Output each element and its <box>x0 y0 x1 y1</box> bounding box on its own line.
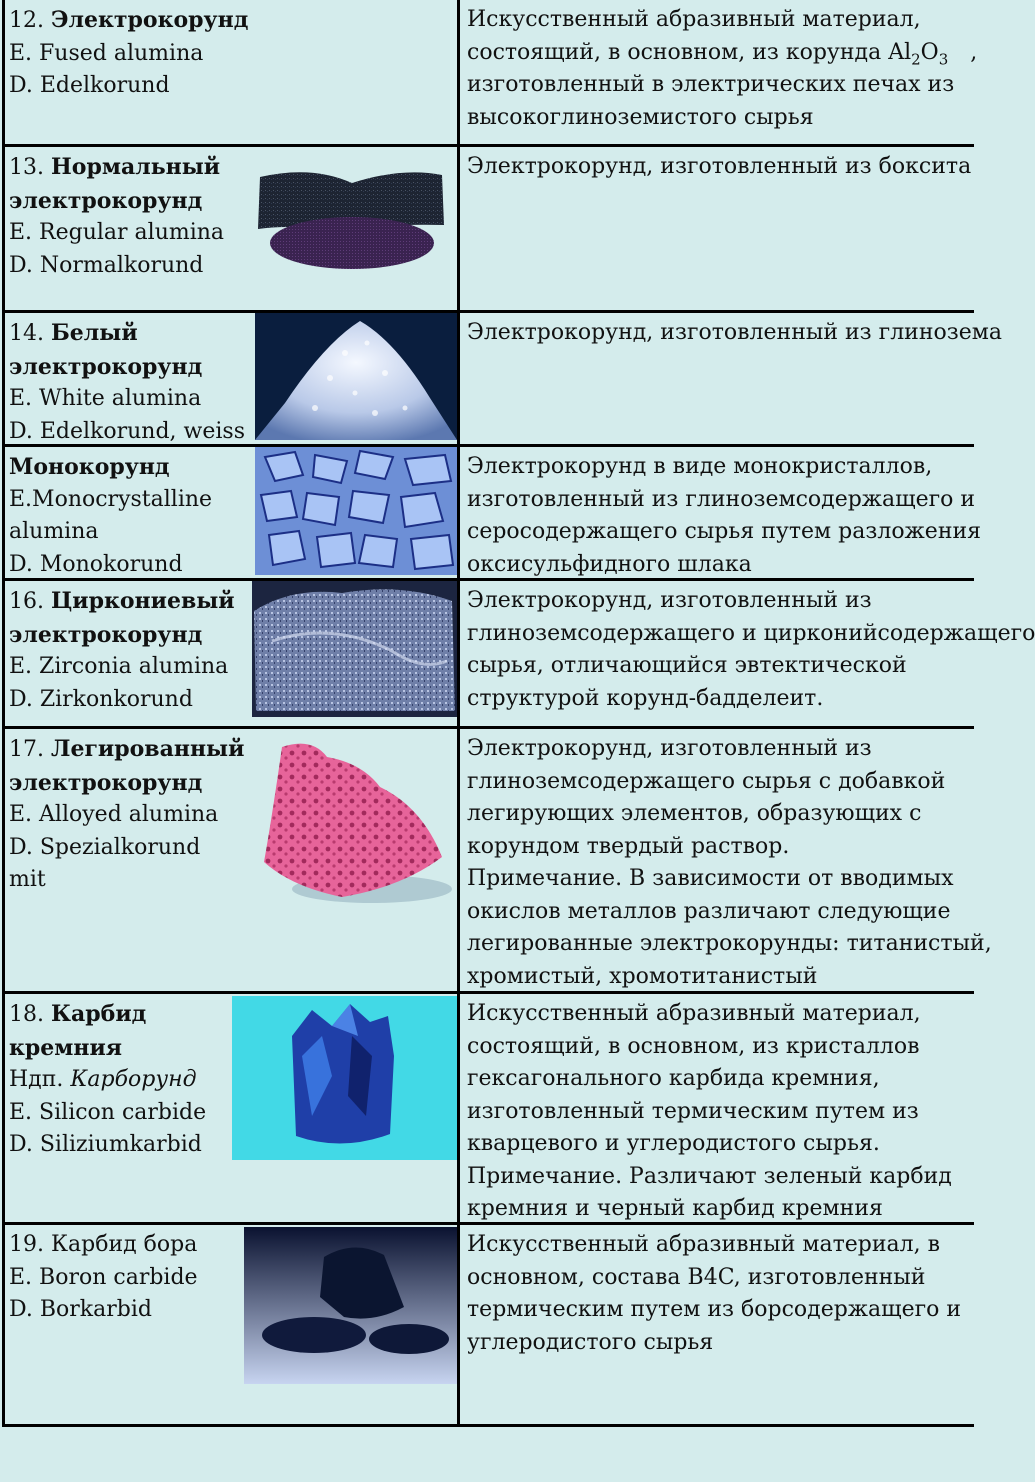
definition-line: Искусственный абразивный материал, <box>467 1001 921 1026</box>
term-german: D. Spezialkorund <box>9 834 201 860</box>
definition-cell <box>467 733 992 993</box>
definition-line: кремния и черный карбид кремния <box>467 1196 883 1221</box>
term-german: D. Normalkorund <box>9 252 204 278</box>
table-row <box>2 581 1035 726</box>
term-name: 19. Карбид бора <box>9 1232 198 1257</box>
table-row <box>2 0 978 144</box>
term-english: E. Alloyed alumina <box>9 802 219 827</box>
definition-line: серосодержащего сырья путем разложения <box>467 519 982 544</box>
term-english: E. Zirconia alumina <box>9 654 229 679</box>
term-name: Электрокорунд <box>51 7 249 33</box>
term-cell <box>9 733 244 897</box>
definition-line: Электрокорунд, изготовленный из <box>467 736 872 761</box>
term-number: 16. <box>9 589 44 614</box>
term-english: E. Boron carbide <box>9 1264 198 1290</box>
table-row <box>2 1225 974 1424</box>
definition-cell <box>467 451 982 581</box>
term-german: D. Zirkonkorund <box>9 686 193 712</box>
term-cell <box>9 1229 198 1327</box>
definition-line: хромистый, хромотитанистый <box>467 963 818 989</box>
definition-line: Примечание. В зависимости от вводимых <box>467 866 954 891</box>
definition-line: легированные электрокорунды: титанистый, <box>467 931 992 956</box>
term-german: D. Edelkorund <box>9 73 170 98</box>
term-name: кремния <box>9 1034 123 1061</box>
definition-line: Электрокорунд, изготовленный из глинозема <box>467 320 1002 345</box>
term-name: электрокорунд <box>9 769 203 796</box>
definition-line: глиноземсодержащего сырья с добавкой <box>467 768 946 794</box>
term-name: Белый <box>51 320 138 346</box>
term-english: E.Monocrystalline <box>9 486 213 512</box>
term-english: alumina <box>9 519 99 544</box>
term-number: 17. <box>9 737 44 762</box>
deprecated-label: Ндп. <box>9 1067 64 1092</box>
definition-line: Примечание. Различают зеленый карбид <box>467 1163 952 1189</box>
definition-line: изготовленный термическим путем из <box>467 1098 919 1124</box>
definition-line <box>467 37 976 70</box>
alloyed-alumina-photo <box>252 737 452 912</box>
definition-line: изготовленный в электрических печах из <box>467 72 955 97</box>
term-cell <box>9 4 248 103</box>
term-name: Монокорунд <box>9 454 170 480</box>
term-german: D. Borkarbid <box>9 1297 152 1322</box>
term-cell <box>9 151 224 282</box>
definition-line: окислов металлов различают следующие <box>467 898 951 924</box>
definition-line: высокоглиноземистого сырья <box>467 104 814 130</box>
definition-line: глиноземсодержащего и цирконийсодержащего <box>467 620 1035 646</box>
term-name: электрокорунд <box>9 621 203 648</box>
definition-line: основном, состава B4C, изготовленный <box>467 1264 926 1290</box>
term-cell <box>9 451 212 581</box>
term-cell <box>9 998 206 1162</box>
definition-line: термическим путем из борсодержащего и <box>467 1297 962 1322</box>
definition-line: кварцевого и углеродистого сырья. <box>467 1131 880 1156</box>
term-name: электрокорунд <box>9 187 203 214</box>
term-english: E. Silicon carbide <box>9 1099 207 1125</box>
table-row <box>2 313 1002 444</box>
term-name: Легированный <box>51 736 245 762</box>
definition-cell <box>467 4 976 134</box>
table-row <box>2 147 974 310</box>
formula-subscript: 2 <box>911 49 921 68</box>
definition-line: Искусственный абразивный материал, <box>467 7 921 32</box>
formula-symbol: O <box>920 39 939 65</box>
term-cell <box>9 317 245 448</box>
definition-line: состоящий, в основном, из кристаллов <box>467 1033 920 1059</box>
zirconia-alumina-photo <box>252 581 457 717</box>
term-german: D. Monokorund <box>9 551 183 577</box>
silicon-carbide-photo <box>232 996 457 1160</box>
definition-cell <box>467 998 976 1226</box>
boron-carbide-photo <box>244 1227 457 1384</box>
definition-text: состоящий, в основном, из корунда Al <box>467 39 912 65</box>
term-number: 18. <box>9 1002 44 1027</box>
monocrystalline-alumina-photo <box>255 447 457 575</box>
term-cell <box>9 585 235 716</box>
table-row <box>2 994 974 1222</box>
term-title <box>9 4 248 38</box>
term-name: Нормальный <box>51 154 221 180</box>
term-name: электрокорунд <box>9 353 203 380</box>
definition-line: Электрокорунд, изготовленный из <box>467 588 872 613</box>
term-english: E. White alumina <box>9 386 202 411</box>
term-german: D. Siliziumkarbid <box>9 1132 202 1157</box>
definition-line: углеродистого сырья <box>467 1329 714 1355</box>
definition-line: сырья, отличающийся эвтектической <box>467 653 907 678</box>
definition-line: изготовленный из глиноземсодержащего и <box>467 486 976 512</box>
definition-line: оксисульфидного шлака <box>467 551 752 577</box>
white-alumina-photo <box>255 313 457 440</box>
term-german: D. Edelkorund, weiss <box>9 418 246 444</box>
definition-cell <box>467 317 1002 350</box>
definition-cell <box>467 151 976 184</box>
term-number: 14. <box>9 321 44 346</box>
term-english: E. Regular alumina <box>9 220 225 245</box>
term-number: 13. <box>9 155 44 180</box>
table-row <box>2 447 982 578</box>
deprecated-synonym: Карборунд <box>70 1067 197 1092</box>
term-name: Циркониевый <box>51 588 235 614</box>
definition-line: гексагонального карбида кремния, <box>467 1066 880 1091</box>
definition-line: легирующих элементов, образующих с <box>467 801 922 826</box>
formula-tail: , <box>970 39 978 65</box>
definition-line: структурой корунд-бадделеит. <box>467 685 824 711</box>
definition-line: Электрокорунд в виде монокристаллов, <box>467 454 933 479</box>
definition-line: корундом твердый раствор. <box>467 833 790 859</box>
definition-line: Электрокорунд, изготовленный из боксита <box>467 154 972 179</box>
term-german: mit <box>9 867 46 892</box>
term-english: E. Fused alumina <box>9 40 204 66</box>
table-bottom-border <box>2 1424 974 1427</box>
formula-subscript: 3 <box>938 49 949 68</box>
term-number: 12. <box>9 8 44 33</box>
definition-cell <box>467 1229 976 1359</box>
definition-line: Искусственный абразивный материал, в <box>467 1232 940 1257</box>
term-name: Карбид <box>51 1001 147 1027</box>
regular-alumina-photo <box>252 165 452 275</box>
table-row <box>2 729 992 991</box>
definition-cell <box>467 585 1035 715</box>
